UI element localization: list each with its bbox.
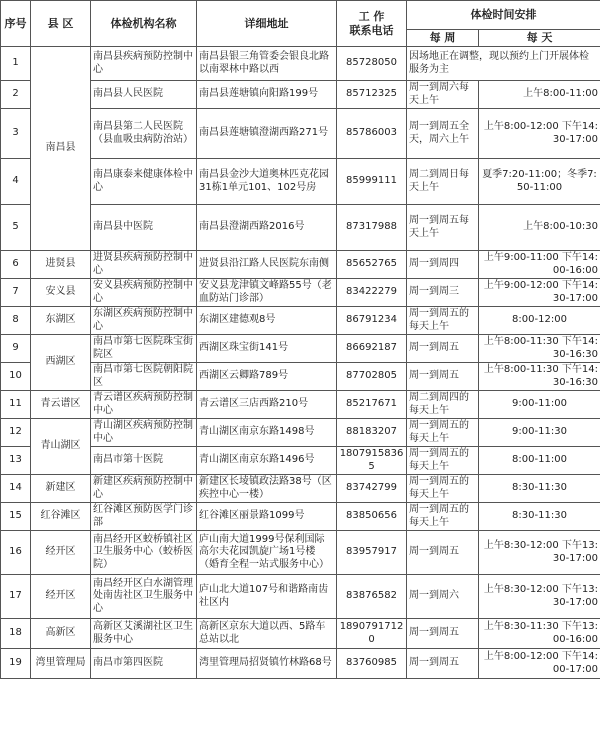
- addr-cell: 青山湖区南京东路1496号: [197, 447, 337, 475]
- table-row: [1, 575, 600, 619]
- org-cell: 南昌经开区白水湖管理处南齿社区卫生服务中心: [91, 575, 197, 619]
- day-cell: 8:30-11:30: [479, 475, 600, 503]
- phone-cell: 88183207: [337, 419, 407, 447]
- row-no: 10: [1, 363, 31, 391]
- addr-cell: 安义县龙津镇文峰路55号（老血防站门诊部）: [197, 279, 337, 307]
- day-cell: 8:00-12:00: [479, 307, 600, 335]
- day-cell: 上午8:00-12:00 下午14:00-17:00: [479, 649, 600, 679]
- week-cell: 周一到周五的每天上午: [407, 503, 479, 531]
- week-cell: 周一到周五全天，周六上午: [407, 109, 479, 159]
- org-cell: 南昌县中医院: [91, 205, 197, 251]
- org-cell: 新建区疾病预防控制中心: [91, 475, 197, 503]
- day-cell: 9:00-11:30: [479, 419, 600, 447]
- header-county: 县 区: [31, 1, 91, 47]
- phone-cell: 87702805: [337, 363, 407, 391]
- phone-cell: 83742799: [337, 475, 407, 503]
- day-cell: 上午9:00-11:00 下午14:00-16:00: [479, 251, 600, 279]
- table-row: [1, 47, 600, 81]
- header-org: 体检机构名称: [91, 1, 197, 47]
- county-cell: 西湖区: [31, 335, 91, 391]
- org-cell: 南昌市第四医院: [91, 649, 197, 679]
- org-cell: 南昌经开区蛟桥镇社区卫生服务中心（蛟桥医院）: [91, 531, 197, 575]
- table-row: [1, 205, 600, 251]
- day-cell: 上午8:30-12:00 下午13:30-17:00: [479, 575, 600, 619]
- phone-cell: 85712325: [337, 81, 407, 109]
- row-no: 1: [1, 47, 31, 81]
- header-phone-line2: 联系电话: [349, 23, 394, 37]
- day-cell: 上午8:00-10:30: [479, 205, 600, 251]
- org-cell: 青山湖区疾病预防控制中心: [91, 419, 197, 447]
- table-row: [1, 447, 600, 475]
- org-cell: 南昌县第二人民医院（县血吸虫病防治站）: [91, 109, 197, 159]
- addr-cell: 南昌县澄湖西路2016号: [197, 205, 337, 251]
- day-cell: 夏季7:20-11:00；冬季7:50-11:00: [479, 159, 600, 205]
- addr-cell: 青山湖区南京东路1498号: [197, 419, 337, 447]
- week-cell: 周一到周三: [407, 279, 479, 307]
- week-cell: 周一到周五每天上午: [407, 205, 479, 251]
- table-row: [1, 307, 600, 335]
- addr-cell: 南昌县金沙大道奥林匹克花园31栋1单元101、102号房: [197, 159, 337, 205]
- table-row: [1, 363, 600, 391]
- phone-cell: 83760985: [337, 649, 407, 679]
- row-no: 19: [1, 649, 31, 679]
- week-cell: 因场地正在调整，现以预约上门开展体检服务为主: [407, 47, 600, 81]
- addr-cell: 庐山南大道1999号保利国际高尔夫花园凯旋广场1号楼（婚育全程一站式服务中心）: [197, 531, 337, 575]
- org-cell: 南昌市第七医院朝阳院区: [91, 363, 197, 391]
- row-no: 17: [1, 575, 31, 619]
- phone-cell: 85786003: [337, 109, 407, 159]
- row-no: 7: [1, 279, 31, 307]
- addr-cell: 新建区长堎镇政法路38号（区疾控中心一楼）: [197, 475, 337, 503]
- table-row: [1, 475, 600, 503]
- phone-cell: 83422279: [337, 279, 407, 307]
- table-row: [1, 419, 600, 447]
- week-cell: 周一到周五的每天上午: [407, 307, 479, 335]
- phone-cell: 85999111: [337, 159, 407, 205]
- org-cell: 南昌市第七医院珠宝街院区: [91, 335, 197, 363]
- row-no: 15: [1, 503, 31, 531]
- org-cell: 青云谱区疾病预防控制中心: [91, 391, 197, 419]
- week-cell: 周二到周日每天上午: [407, 159, 479, 205]
- org-cell: 东湖区疾病预防控制中心: [91, 307, 197, 335]
- week-cell: 周一到周六: [407, 575, 479, 619]
- table-row: [1, 251, 600, 279]
- phone-cell: 18079158365: [337, 447, 407, 475]
- addr-cell: 南昌县银三角管委会银良北路以南翠林中路以西: [197, 47, 337, 81]
- org-cell: 南昌县疾病预防控制中心: [91, 47, 197, 81]
- week-cell: 周一到周六每天上午: [407, 81, 479, 109]
- county-cell: 青山湖区: [31, 419, 91, 475]
- row-no: 12: [1, 419, 31, 447]
- table-row: [1, 649, 600, 679]
- header-phone: [337, 1, 407, 47]
- table-row: [1, 391, 600, 419]
- row-no: 13: [1, 447, 31, 475]
- week-cell: 周一到周五: [407, 363, 479, 391]
- addr-cell: 庐山北大道107号和谐路南齿社区内: [197, 575, 337, 619]
- table-row: [1, 109, 600, 159]
- row-no: 18: [1, 619, 31, 649]
- addr-cell: 湾里管理局招贤镇竹林路68号: [197, 649, 337, 679]
- week-cell: 周一到周五的每天上午: [407, 475, 479, 503]
- row-no: 3: [1, 109, 31, 159]
- phone-cell: 85217671: [337, 391, 407, 419]
- day-cell: 上午8:00-11:30 下午14:30-16:30: [479, 363, 600, 391]
- addr-cell: 南昌县莲塘镇向阳路199号: [197, 81, 337, 109]
- county-cell: 进贤县: [31, 251, 91, 279]
- week-cell: 周一到周五: [407, 619, 479, 649]
- org-cell: 安义县疾病预防控制中心: [91, 279, 197, 307]
- row-no: 9: [1, 335, 31, 363]
- county-cell: 经开区: [31, 575, 91, 619]
- day-cell: 上午8:00-12:00 下午14:30-17:00: [479, 109, 600, 159]
- county-cell: 新建区: [31, 475, 91, 503]
- addr-cell: 青云谱区三店西路210号: [197, 391, 337, 419]
- county-cell: 安义县: [31, 279, 91, 307]
- day-cell: 8:30-11:30: [479, 503, 600, 531]
- header-seq: 序号: [1, 1, 31, 47]
- day-cell: 9:00-11:00: [479, 391, 600, 419]
- row-no: 8: [1, 307, 31, 335]
- row-no: 14: [1, 475, 31, 503]
- addr-cell: 西湖区珠宝街141号: [197, 335, 337, 363]
- header-week: 每 周: [407, 30, 479, 47]
- row-no: 6: [1, 251, 31, 279]
- row-no: 11: [1, 391, 31, 419]
- header-time: 体检时间安排: [407, 1, 600, 30]
- header-phone-line1: 工 作: [358, 10, 385, 24]
- day-cell: 上午8:30-12:00 下午13:30-17:00: [479, 531, 600, 575]
- addr-cell: 高新区京东大道以西、5路车总站以北: [197, 619, 337, 649]
- day-cell: 上午8:00-11:00: [479, 81, 600, 109]
- addr-cell: 西湖区云卿路789号: [197, 363, 337, 391]
- table-row: [1, 619, 600, 649]
- phone-cell: 85652765: [337, 251, 407, 279]
- week-cell: 周一到周五: [407, 531, 479, 575]
- day-cell: 上午8:00-11:30 下午14:30-16:30: [479, 335, 600, 363]
- county-cell: 南昌县: [31, 47, 91, 251]
- table-row: [1, 159, 600, 205]
- row-no: 4: [1, 159, 31, 205]
- org-cell: 南昌市第十医院: [91, 447, 197, 475]
- addr-cell: 南昌县莲塘镇澄湖西路271号: [197, 109, 337, 159]
- week-cell: 周一到周五: [407, 335, 479, 363]
- table-row: [1, 335, 600, 363]
- phone-cell: 83850656: [337, 503, 407, 531]
- table-row: [1, 531, 600, 575]
- header-day: 每 天: [479, 30, 600, 47]
- phone-cell: 18907917120: [337, 619, 407, 649]
- org-cell: 南昌县人民医院: [91, 81, 197, 109]
- county-cell: 经开区: [31, 531, 91, 575]
- week-cell: 周二到周四的每天上午: [407, 391, 479, 419]
- row-no: 16: [1, 531, 31, 575]
- county-cell: 红谷滩区: [31, 503, 91, 531]
- county-cell: 青云谱区: [31, 391, 91, 419]
- week-cell: 周一到周五的每天上午: [407, 419, 479, 447]
- addr-cell: 进贤县沿江路人民医院东南侧: [197, 251, 337, 279]
- phone-cell: 86692187: [337, 335, 407, 363]
- addr-cell: 东湖区建德观8号: [197, 307, 337, 335]
- header-addr: 详细地址: [197, 1, 337, 47]
- week-cell: 周一到周四: [407, 251, 479, 279]
- org-cell: 红谷滩区预防医学门诊部: [91, 503, 197, 531]
- day-cell: 上午8:30-11:30 下午13:00-16:00: [479, 619, 600, 649]
- phone-cell: 87317988: [337, 205, 407, 251]
- table-row: [1, 279, 600, 307]
- org-cell: 南昌康泰来健康体检中心: [91, 159, 197, 205]
- day-cell: 上午9:00-12:00 下午14:30-17:00: [479, 279, 600, 307]
- phone-cell: 85728050: [337, 47, 407, 81]
- phone-cell: 83876582: [337, 575, 407, 619]
- row-no: 2: [1, 81, 31, 109]
- county-cell: 湾里管理局: [31, 649, 91, 679]
- county-cell: 高新区: [31, 619, 91, 649]
- table-row: [1, 503, 600, 531]
- table-row: [1, 81, 600, 109]
- phone-cell: 83957917: [337, 531, 407, 575]
- org-cell: 进贤县疾病预防控制中心: [91, 251, 197, 279]
- phone-cell: 86791234: [337, 307, 407, 335]
- addr-cell: 红谷滩区丽景路1099号: [197, 503, 337, 531]
- row-no: 5: [1, 205, 31, 251]
- county-cell: 东湖区: [31, 307, 91, 335]
- day-cell: 8:00-11:00: [479, 447, 600, 475]
- week-cell: 周一到周五: [407, 649, 479, 679]
- week-cell: 周一到周五的每天上午: [407, 447, 479, 475]
- org-cell: 高新区艾溪湖社区卫生服务中心: [91, 619, 197, 649]
